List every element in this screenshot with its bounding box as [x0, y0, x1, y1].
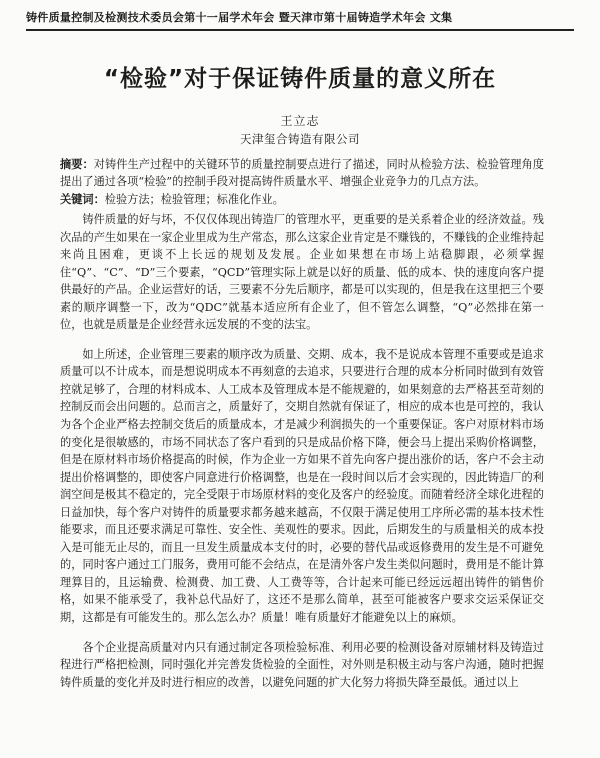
keywords	[60, 191, 544, 208]
keywords-label: 关键词：	[60, 193, 105, 206]
body-paragraph: 如上所述，企业管理三要素的顺序改为质量、交期、成本，我不是说成本管理不重要或是追求质量可以不计成本，而是想说明成本不再刻意的去追求，只要进行合理的成本分析同时做到有效管控就足够了，合理的材料成本、人工成本及管理成本是不能规避的，如果刻意的去严格甚至苛刻的控制反而会出问题的。总而言之，质量好了，交期自然就有保证了，相应的成本也是可控的，我认为各个企业严格去控制交货后的质量成本，才是减少利润损失的一个重要保证。客户对原材料市场的变化是很敏感的，市场不同状态了客户看到的只是成品价格下降，便会马上提出采购价格调整，但是在原材料市场价格提高的时候，作为企业一方如果不首先向客户提出涨价的话，客户不会主动提出价格调整的，即使客户同意进行价格调整，也是在一段时间以后才会实现的，因此铸造厂的利润空间是极其不稳定的，完全受限于市场原材料的变化及客户的经验度。而随着经济全球化进程的日益加快，每个客户对铸件的质量要求都务越来越高，不仅限于满足使用工序所必需的基本技术性能要求，而且还要求满足可靠性、安全性、美观性的要求。因此，后期发生的与质量相关的成本投入是可能无止尽的，而且一旦发生质量成本支付的时，必要的替代品或返修费用的发生是不可避免的，同时客户通过工门服务，费用可能不会结点，在是清外客户发生类似问题时，费用是不能计算理算目的，且运输费、检测费、加工费、人工费等等，合计起来可能已经远远超出铸件的销售价格，如果不能承受了，我补总代品好了，这还不是那么简单，甚至可能被客户要求交运采保证交期，这都是有可能发生的。那么怎么办？质量！唯有质量好才能避免以上的麻烦。	[60, 347, 544, 625]
article-title: “检验”对于保证铸件质量的意义所在	[103, 66, 497, 92]
abstract-label: 摘要：	[60, 158, 94, 171]
author-affiliation: 天津玺合铸造有限公司	[240, 132, 360, 146]
abstract	[60, 156, 544, 190]
running-header: 铸件质量控制及检测技术委员会第十一届学术年会 暨天津市第十届铸造学术年会 文集	[26, 9, 574, 31]
author-name: 王立志	[280, 114, 320, 128]
body-paragraph: 各个企业提高质量对内只有通过制定各项检验标准、利用必要的检测设备对原辅材料及铸造过程进行严格把检测，同时强化并完善发货检验的全面性，对外则是积极主动与客户沟通，随时把握铸件质量的变化并及时进行相应的改善，以避免问题的扩大化努力将损失降至最低。通过以上	[60, 640, 544, 689]
body-paragraph: 铸件质量的好与坏，不仅仅体现出铸造厂的管理水平，更重要的是关系着企业的经济效益。残次品的产生如果在一家企业里成为生产常态，那么这家企业肯定是不赚钱的，不赚钱的企业维持起来尚且困难，更谈不上长远的规划及发展。企业如果想在市场上站稳脚跟，必须掌握住“Q”、“C”、“D”三个要素，“QCD”管理实际上就是以好的质量、低的成本、快的速度向客户提供最好的产品。企业运营好的话，三要素不分先后顺序，都是可以实现的，但是我在这里把三个要素的顺序调整一下，改为“QDC”就基本适应所有企业了，但不管怎么调整，“Q”必然排在第一位，也就是质量是企业经营永远发展的不变的法宝。	[60, 213, 544, 332]
abstract-text: 对铸件生产过程中的关键环节的质量控制要点进行了描述，同时从检验方法、检验管理角度提出了通过各项“检验”的控制手段对提高铸件质量水平、增强企业竞争力的几点方法。	[60, 158, 544, 188]
keywords-text: 检验方法；检验管理；标准化作业。	[104, 193, 284, 206]
article-body	[60, 211, 544, 691]
